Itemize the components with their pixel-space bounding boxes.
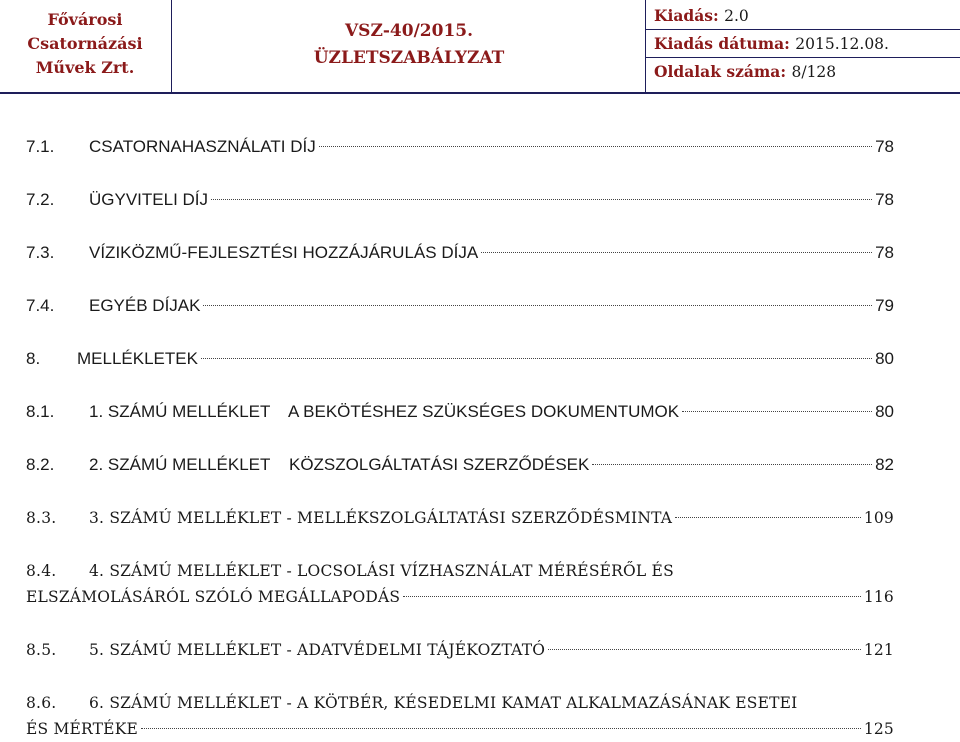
page-header: [0, 0, 960, 94]
toc-leader: [682, 411, 872, 412]
toc-entry-8-2[interactable]: [26, 452, 894, 478]
toc-page: 82: [875, 455, 894, 474]
toc-number: 8.4.: [26, 562, 57, 580]
toc-number: 7.4.: [26, 296, 55, 315]
toc-page: 80: [875, 402, 894, 421]
toc-entry-8-4[interactable]: [26, 558, 894, 610]
document-cell: [171, 0, 646, 92]
issue-row: [646, 2, 960, 30]
company-line-3: Művek Zrt.: [35, 58, 135, 77]
toc-leader: [141, 728, 861, 729]
pages-label: Oldalak száma:: [654, 62, 787, 81]
company-line-1: Fővárosi: [47, 10, 123, 29]
issue-value: 2.0: [724, 7, 749, 25]
issue-date-label: Kiadás dátuma:: [654, 34, 790, 53]
pages-row: [646, 58, 960, 85]
toc-page: 80: [875, 349, 894, 368]
toc-page: 116: [863, 588, 894, 606]
toc-leader: [675, 517, 861, 518]
toc-entry-8-5[interactable]: [26, 637, 894, 663]
toc-title: EGYÉB DÍJAK: [89, 296, 201, 315]
toc-leader: [548, 649, 861, 650]
toc-number: 7.2.: [26, 190, 55, 209]
toc-entry-7-2[interactable]: [26, 187, 894, 213]
toc-page: 109: [863, 509, 894, 527]
toc-number: 8.6.: [26, 694, 57, 712]
meta-cell: [645, 0, 960, 94]
issue-date-row: [646, 30, 960, 58]
issue-label: Kiadás:: [654, 6, 719, 25]
pages-value: 8/128: [791, 63, 837, 81]
toc-page: 79: [875, 296, 894, 315]
toc-entry-8-1[interactable]: [26, 399, 894, 425]
toc-leader: [203, 305, 872, 306]
toc-leader: [319, 146, 872, 147]
toc-entry-7-3[interactable]: [26, 240, 894, 266]
toc-title-continuation: ELSZÁMOLÁSÁRÓL SZÓLÓ MEGÁLLAPODÁS: [26, 588, 401, 606]
toc-entry-8-6[interactable]: [26, 690, 894, 742]
toc-number: 8.3.: [26, 509, 57, 527]
toc-page: 125: [863, 720, 894, 738]
company-line-2: Csatornázási: [27, 34, 143, 53]
toc-page: 78: [875, 137, 894, 156]
toc-leader: [211, 199, 872, 200]
toc-number: 8.2.: [26, 455, 55, 474]
toc-title: 3. SZÁMÚ MELLÉKLET - MELLÉKSZOLGÁLTATÁSI SZERZŐDÉSMINTA: [89, 509, 673, 527]
document-title: ÜZLETSZABÁLYZAT: [313, 48, 505, 68]
toc-title: 1. SZÁMÚ MELLÉKLET A BEKÖTÉSHEZ SZÜKSÉGES DOKUMENTUMOK: [89, 402, 680, 421]
table-of-contents: [26, 134, 894, 742]
toc-number: 8.: [26, 349, 41, 368]
toc-leader: [403, 596, 861, 597]
toc-page: 78: [875, 243, 894, 262]
toc-title-continuation: ÉS MÉRTÉKE: [26, 720, 138, 738]
toc-page: 121: [863, 641, 894, 659]
toc-number: 7.3.: [26, 243, 55, 262]
company-name: [0, 0, 170, 80]
toc-entry-8[interactable]: [26, 346, 894, 372]
toc-leader: [481, 252, 872, 253]
toc-title: ÜGYVITELI DÍJ: [89, 190, 209, 209]
toc-title: 2. SZÁMÚ MELLÉKLET KÖZSZOLGÁLTATÁSI SZERZŐDÉSEK: [89, 455, 590, 474]
toc-title: MELLÉKLETEK: [77, 349, 198, 368]
issue-date-value: 2015.12.08.: [795, 35, 889, 53]
toc-number: 8.1.: [26, 402, 55, 421]
toc-entry-8-3[interactable]: [26, 505, 894, 531]
company-cell: [0, 0, 170, 92]
toc-page: 78: [875, 190, 894, 209]
toc-number: 7.1.: [26, 137, 55, 156]
toc-entry-7-4[interactable]: [26, 293, 894, 319]
toc-number: 8.5.: [26, 641, 57, 659]
toc-title: 6. SZÁMÚ MELLÉKLET - A KÖTBÉR, KÉSEDELMI KAMAT ALKALMAZÁSÁNAK ESETEI: [89, 694, 798, 712]
toc-leader: [201, 358, 872, 359]
toc-title: 4. SZÁMÚ MELLÉKLET - LOCSOLÁSI VÍZHASZNÁLAT MÉRÉSÉRŐL ÉS: [89, 562, 674, 580]
toc-title: CSATORNAHASZNÁLATI DÍJ: [89, 137, 316, 156]
toc-title: VÍZIKÖZMŰ-FEJLESZTÉSI HOZZÁJÁRULÁS DÍJA: [89, 243, 479, 262]
document-code: VSZ-40/2015.: [344, 21, 474, 41]
toc-entry-7-1[interactable]: [26, 134, 894, 160]
toc-title: 5. SZÁMÚ MELLÉKLET - ADATVÉDELMI TÁJÉKOZTATÓ: [89, 641, 546, 659]
toc-leader: [592, 464, 872, 465]
